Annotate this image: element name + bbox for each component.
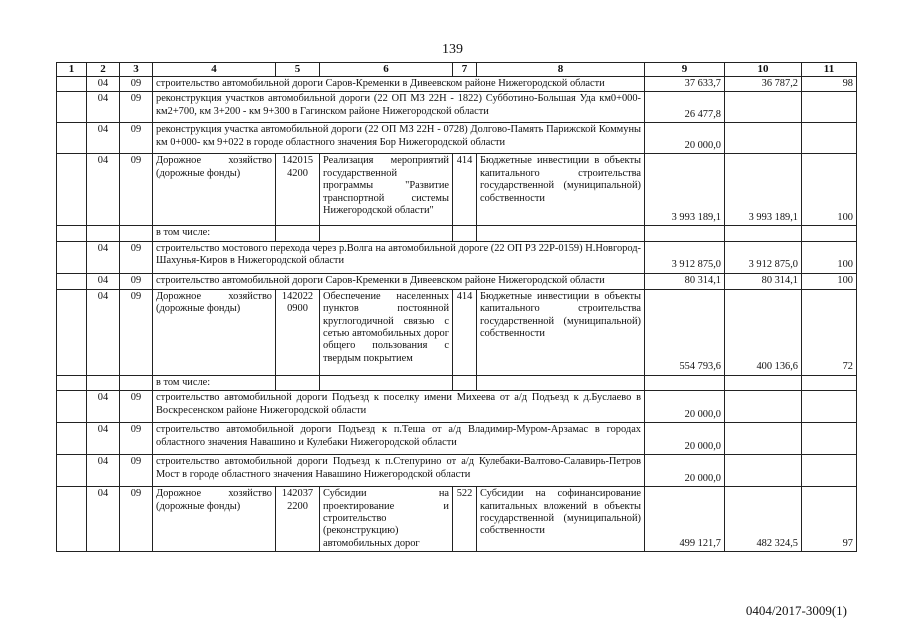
cell-subsection: 09 [120,391,153,423]
table-row [57,226,857,241]
cell-percent: 100 [802,154,857,226]
including-label: в том числе: [153,375,276,390]
cell-amount-plan: 3 912 875,0 [645,241,725,273]
column-header-3: 3 [120,63,153,77]
object-description: строительство автомобильной дороги Подъезд к п.Теша от а/д Владимир-Муром-Арзамас в городах областного значения Навашино и Кулебаки Нижегородской области [153,423,645,455]
cell-section: 04 [87,487,120,552]
cell-expense-name [477,226,645,241]
header-row [57,63,857,77]
column-header-4: 4 [153,63,276,77]
cell-col-1 [57,455,87,487]
table-row [57,273,857,289]
cell-section [87,226,120,241]
column-header-9: 9 [645,63,725,77]
cell-subsection [120,375,153,390]
cell-section: 04 [87,289,120,375]
cell-amount-actual [725,92,802,123]
cell-amount-actual [725,226,802,241]
cell-amount-plan: 20 000,0 [645,123,725,154]
cell-section: 04 [87,154,120,226]
cell-col-1 [57,487,87,552]
cell-subsection: 09 [120,123,153,154]
target-code-part1: 142015 [281,155,314,167]
table-row [57,123,857,154]
column-header-6: 6 [320,63,453,77]
cell-subsection [120,226,153,241]
cell-amount-plan: 20 000,0 [645,423,725,455]
object-description: реконструкция участков автомобильной дороги (22 ОП МЗ 22Н - 1822) Субботино-Большая Уда км0+000-км2+700, км 3+200 - км 9+300 в Гагинском районе Нижегородской области [153,92,645,123]
cell-amount-plan: 37 633,7 [645,77,725,92]
budget-table [56,62,857,552]
cell-amount-plan: 499 121,7 [645,487,725,552]
cell-expense-type: 414 [453,154,477,226]
cell-col-1 [57,391,87,423]
cell-subsection: 09 [120,423,153,455]
cell-amount-plan: 3 993 189,1 [645,154,725,226]
cell-subsection: 09 [120,289,153,375]
cell-percent: 100 [802,273,857,289]
including-label: в том числе: [153,226,276,241]
cell-amount-actual [725,375,802,390]
cell-target-code [276,487,320,552]
cell-expense-type: 414 [453,289,477,375]
object-description: строительство автомобильной дороги Подъезд к поселку имени Михеева от а/д Подъезд к д.Буслаево в Воскресенском районе Нижегородской области [153,391,645,423]
cell-amount-actual: 3 993 189,1 [725,154,802,226]
object-description: строительство мостового перехода через р.Волга на автомобильной дороге (22 ОП РЗ 22Р-0159) Н.Новгород-Шахунья-Киров в Нижегородской области [153,241,645,273]
cell-section: 04 [87,455,120,487]
cell-subsection: 09 [120,154,153,226]
column-header-1: 1 [57,63,87,77]
cell-col-1 [57,241,87,273]
cell-expense-name [477,375,645,390]
cell-percent: 98 [802,77,857,92]
cell-col-1 [57,154,87,226]
cell-amount-plan [645,375,725,390]
object-description: реконструкция участка автомобильной дороги (22 ОП МЗ 22Н - 0728) Долгово-Память Парижской Коммуны км 0+000- км 9+022 в городе областного значения Бор Нижегородской области [153,123,645,154]
cell-amount-actual [725,423,802,455]
cell-section: 04 [87,273,120,289]
column-header-5: 5 [276,63,320,77]
cell-col-1 [57,289,87,375]
column-header-10: 10 [725,63,802,77]
cell-section: 04 [87,423,120,455]
cell-program-name: Реализация мероприятий государственной программы "Развитие транспортной системы Нижегородской области" [320,154,453,226]
cell-amount-plan: 20 000,0 [645,391,725,423]
cell-expense-type: 522 [453,487,477,552]
cell-expense-type [453,375,477,390]
cell-percent: 100 [802,241,857,273]
cell-col-1 [57,92,87,123]
table-row [57,455,857,487]
cell-col-1 [57,273,87,289]
cell-expense-name: Бюджетные инвестиции в объекты капитального строительства государственной (муниципальной) собственности [477,154,645,226]
cell-subsection: 09 [120,77,153,92]
cell-section: 04 [87,391,120,423]
table-row [57,92,857,123]
column-header-8: 8 [477,63,645,77]
object-description: строительство автомобильной дороги Подъезд к п.Степурино от а/д Кулебаки-Валтово-Салавирь-Петров Мост в городе областного значения Навашино Нижегородской области [153,455,645,487]
cell-program-name [320,375,453,390]
cell-subsection: 09 [120,92,153,123]
cell-amount-plan: 20 000,0 [645,455,725,487]
cell-amount-actual: 80 314,1 [725,273,802,289]
cell-amount-actual: 400 136,6 [725,289,802,375]
cell-target-code [276,375,320,390]
page-number: 139 [442,42,463,57]
cell-col-1 [57,123,87,154]
cell-amount-actual: 36 787,2 [725,77,802,92]
object-description: строительство автомобильной дороги Саров-Кременки в Дивеевском районе Нижегородской области [153,77,645,92]
cell-percent [802,92,857,123]
cell-section-name: Дорожное хозяйство (дорожные фонды) [153,289,276,375]
cell-expense-type [453,226,477,241]
cell-section-name: Дорожное хозяйство (дорожные фонды) [153,154,276,226]
target-code-part1: 142037 [281,488,314,500]
cell-col-1 [57,375,87,390]
cell-target-code [276,154,320,226]
table-row [57,391,857,423]
cell-section-name: Дорожное хозяйство (дорожные фонды) [153,487,276,552]
target-code-part2: 4200 [287,167,308,179]
table-row [57,289,857,375]
cell-amount-actual [725,391,802,423]
cell-amount-actual: 482 324,5 [725,487,802,552]
table-row [57,241,857,273]
cell-target-code [276,289,320,375]
cell-amount-actual [725,455,802,487]
cell-col-1 [57,226,87,241]
object-description: строительство автомобильной дороги Саров-Кременки в Дивеевском районе Нижегородской области [153,273,645,289]
cell-section: 04 [87,77,120,92]
cell-percent [802,423,857,455]
cell-percent [802,375,857,390]
cell-target-code [276,226,320,241]
cell-col-1 [57,77,87,92]
cell-percent [802,226,857,241]
document-code: 0404/2017-3009(1) [745,603,847,618]
cell-percent [802,391,857,423]
target-code-part2: 2200 [287,500,308,512]
cell-section: 04 [87,241,120,273]
table-row [57,77,857,92]
table-row [57,375,857,390]
cell-program-name [320,226,453,241]
cell-percent [802,455,857,487]
cell-percent: 72 [802,289,857,375]
cell-section: 04 [87,123,120,154]
cell-amount-actual [725,123,802,154]
cell-subsection: 09 [120,241,153,273]
target-code-part1: 142022 [281,290,314,302]
cell-percent [802,123,857,154]
cell-section [87,375,120,390]
cell-percent: 97 [802,487,857,552]
cell-subsection: 09 [120,487,153,552]
table-row [57,487,857,552]
cell-col-1 [57,423,87,455]
table-row [57,154,857,226]
target-code-part2: 0900 [287,303,308,315]
cell-section: 04 [87,92,120,123]
cell-program-name: Обеспечение населенных пунктов постоянной круглогодичной связью с сетью автомобильных дорог общего пользования с твердым покрытием [320,289,453,375]
column-header-2: 2 [87,63,120,77]
table-row [57,423,857,455]
cell-amount-plan: 554 793,6 [645,289,725,375]
cell-amount-actual: 3 912 875,0 [725,241,802,273]
column-header-11: 11 [802,63,857,77]
column-header-7: 7 [453,63,477,77]
cell-amount-plan: 80 314,1 [645,273,725,289]
cell-expense-name: Субсидии на софинансирование капитальных вложений в объекты государственной (муниципальной) собственности [477,487,645,552]
cell-subsection: 09 [120,455,153,487]
cell-amount-plan [645,226,725,241]
cell-subsection: 09 [120,273,153,289]
cell-amount-plan: 26 477,8 [645,92,725,123]
cell-program-name: Субсидии на проектирование и строительство (реконструкцию) автомобильных дорог [320,487,453,552]
cell-expense-name: Бюджетные инвестиции в объекты капитального строительства государственной (муниципальной) собственности [477,289,645,375]
